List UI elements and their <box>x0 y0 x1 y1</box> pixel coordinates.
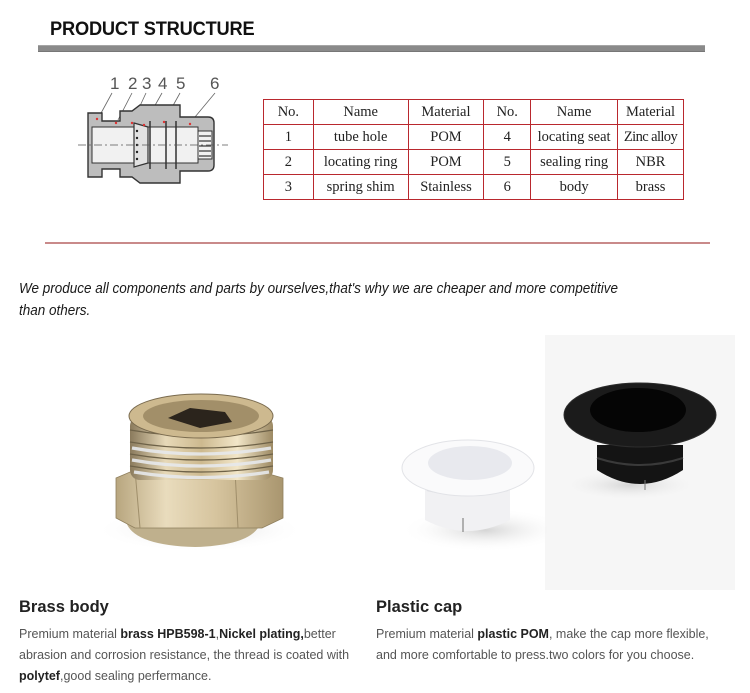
col-header-name: Name <box>313 100 408 125</box>
desc-line: abrasion and corrosion resistance, the thread is coated with <box>19 648 350 662</box>
cell-name: body <box>531 175 618 200</box>
cell-material: Zinc alloy <box>618 125 684 150</box>
cell-name: locating seat <box>531 125 618 150</box>
table-row <box>264 150 684 175</box>
desc-bold: brass HPB598-1 <box>120 627 216 641</box>
table-row <box>264 125 684 150</box>
cell-material: POM <box>408 150 484 175</box>
col-header-no: No. <box>264 100 314 125</box>
cell-name: spring shim <box>313 175 408 200</box>
cell-material: NBR <box>618 150 684 175</box>
table-header-row <box>264 100 684 125</box>
col-header-material: Material <box>618 100 684 125</box>
col-header-name: Name <box>531 100 618 125</box>
cell-no: 2 <box>264 150 314 175</box>
spec-table <box>263 99 684 200</box>
col-header-material: Material <box>408 100 484 125</box>
intro-text <box>19 278 735 322</box>
desc-text: Premium material <box>376 627 478 641</box>
callout-3: 3 <box>142 74 152 93</box>
feature-desc-brass-body <box>19 624 379 687</box>
desc-text: better <box>303 627 336 641</box>
cell-name: sealing ring <box>531 150 618 175</box>
desc-text: Premium material <box>19 627 121 641</box>
title-underline-bar <box>38 45 705 52</box>
cell-no: 4 <box>484 125 531 150</box>
cell-material: POM <box>408 125 484 150</box>
desc-bold: polytef <box>19 669 60 683</box>
feature-title-brass-body: Brass body <box>19 598 109 616</box>
callout-1: 1 <box>110 74 120 93</box>
cross-section-diagram <box>70 65 250 190</box>
brass-body-photo <box>0 330 375 595</box>
cell-name: locating ring <box>313 150 408 175</box>
section-divider <box>45 242 710 244</box>
desc-bold: plastic POM <box>477 627 549 641</box>
table-row <box>264 175 684 200</box>
callout-5: 5 <box>176 74 186 93</box>
cell-material: brass <box>618 175 684 200</box>
cell-material: Stainless <box>408 175 484 200</box>
cell-no: 1 <box>264 125 314 150</box>
intro-line-2: than others. <box>19 303 91 319</box>
desc-text: ,good sealing perfermance. <box>59 669 212 683</box>
desc-bold: Nickel plating, <box>219 627 304 641</box>
desc-text: , <box>215 627 220 641</box>
desc-text: , make the cap more flexible, <box>548 627 709 641</box>
callout-4: 4 <box>158 74 168 93</box>
cell-name: tube hole <box>313 125 408 150</box>
plastic-cap-photo <box>375 330 750 595</box>
cell-no: 6 <box>484 175 531 200</box>
feature-title-plastic-cap: Plastic cap <box>376 598 463 616</box>
col-header-no: No. <box>484 100 531 125</box>
intro-line-1: We produce all components and parts by ourselves,that's why we are cheaper and more competitive <box>19 281 618 297</box>
desc-line: and more comfortable to press.two colors for you choose. <box>376 648 695 662</box>
callout-2: 2 <box>128 74 138 93</box>
callout-6: 6 <box>210 74 220 93</box>
feature-desc-plastic-cap <box>376 624 746 666</box>
cell-no: 5 <box>484 150 531 175</box>
cell-no: 3 <box>264 175 314 200</box>
section-title: PRODUCT STRUCTURE <box>50 19 255 40</box>
